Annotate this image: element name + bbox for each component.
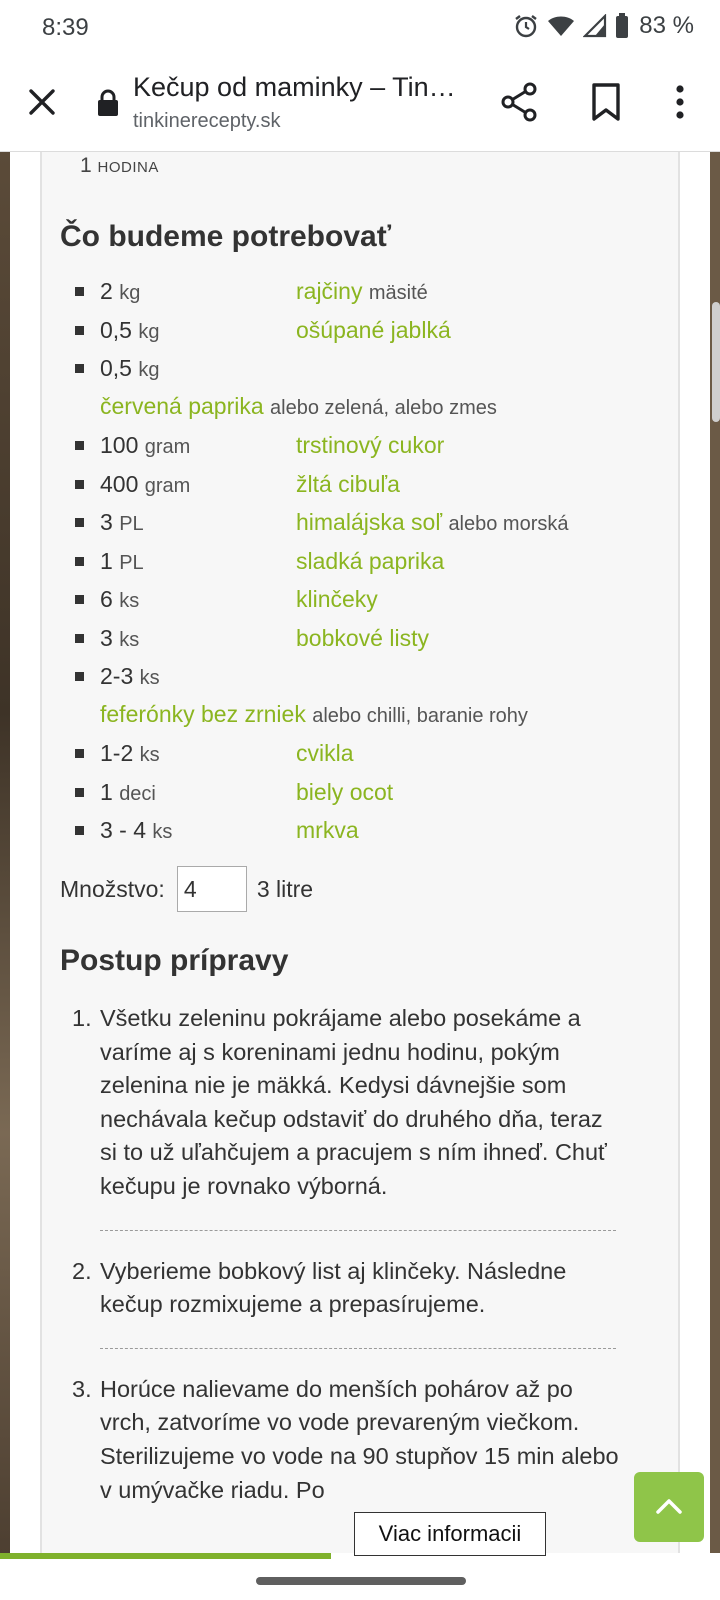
battery-percent: 83 %: [639, 12, 694, 39]
web-content[interactable]: [0, 152, 720, 1554]
steps-heading: Postup prípravy: [60, 944, 289, 977]
ingredient-item: [60, 274, 660, 313]
chevron-up-icon: [634, 1472, 704, 1542]
recipe-card: [40, 152, 680, 1554]
ingredient-link[interactable]: rajčiny: [296, 278, 363, 304]
ingredient-item: [60, 428, 660, 467]
ingredient-unit: ks: [139, 744, 160, 766]
bullet: [75, 326, 84, 335]
wifi-icon: [547, 14, 575, 38]
step-number: 3.: [72, 1375, 92, 1402]
step-divider: [100, 1230, 616, 1231]
step-number: 1.: [72, 1005, 92, 1031]
ingredient-amount-value: 1-2: [100, 740, 134, 766]
ingredient-unit: kg: [119, 282, 141, 304]
ingredient-amount: [100, 779, 156, 806]
ingredient-amount-value: 100: [100, 432, 139, 458]
step-divider: [100, 1348, 616, 1349]
ingredient-amount-value: 400: [100, 470, 139, 497]
ingredient-note: alebo morská: [448, 513, 569, 535]
ingredient-name: [296, 471, 400, 498]
ingredient-note: mäsité: [368, 282, 428, 304]
ingredient-name: [296, 586, 378, 613]
ingredient-amount: [100, 317, 160, 344]
bullet: [75, 826, 84, 835]
ingredient-amount-value: 1: [100, 778, 113, 805]
status-time: 8:39: [42, 14, 89, 41]
ingredient-link[interactable]: červená paprika: [100, 393, 264, 419]
alarm-icon: [513, 13, 539, 39]
ingredient-name: [296, 317, 451, 344]
ingredient-amount: [100, 663, 160, 690]
ingredients-heading: Čo budeme potrebovať: [60, 220, 392, 253]
scrollbar[interactable]: [712, 302, 720, 422]
status-icons: [513, 12, 694, 40]
page-title[interactable]: Kečup od maminky – Tin…: [133, 72, 456, 102]
ingredient-amount-value: 2: [100, 278, 113, 304]
ingredient-name: [296, 817, 359, 844]
browser-toolbar: [0, 56, 720, 152]
lock-icon: [96, 88, 120, 118]
ingredient-item: [60, 313, 660, 352]
ingredient-note: alebo zelená, alebo zmes: [270, 397, 497, 419]
ingredient-amount: [100, 740, 160, 767]
ingredient-unit: deci: [119, 782, 156, 805]
scroll-to-top-button[interactable]: [634, 1472, 704, 1542]
ingredient-link[interactable]: mrkva: [296, 817, 359, 843]
step-text: Všetku zeleninu pokrájame alebo posekáme a varíme aj s koreninami jednu hodinu, pokým zelenina nie je mäkká. Kedysi dávnejšie som nechávala kečup odstaviť do druhého dňa, teraz si to už uľahčujem a pracujem s ním ihneď. Chuť kečupu je rovnako výborná.: [100, 1005, 607, 1199]
share-icon[interactable]: [497, 80, 541, 124]
step-item: [60, 1002, 620, 1204]
ingredient-link[interactable]: bobkové listy: [296, 624, 429, 651]
ingredient-amount: [100, 586, 139, 613]
ingredient-name: [296, 625, 429, 652]
step-text: Horúce nalievame do menších pohárov až po vrch, zatvoríme vo vode prevareným viečkom. Sterilizujeme vo vode na 90 stupňov 15 min alebo v umývačke riadu. Po: [100, 1375, 619, 1503]
ingredient-name: [296, 432, 444, 459]
ingredient-amount-value: 6: [100, 586, 113, 612]
more-info-button[interactable]: Viac informacii: [354, 1512, 546, 1556]
step-text: Vyberieme bobkový list aj klinčeky. Následne kečup rozmixujeme a prepasírujeme.: [100, 1257, 567, 1318]
ingredient-item: [60, 775, 660, 814]
ingredient-unit: gram: [144, 436, 191, 458]
bullet: [75, 287, 84, 296]
ingredient-item: [60, 736, 660, 775]
ingredient-note: alebo chilli, baranie rohy: [312, 705, 528, 727]
bullet: [75, 634, 84, 643]
ingredient-unit: kg: [138, 320, 160, 343]
home-gesture-pill[interactable]: [256, 1577, 466, 1585]
ingredient-name: [100, 701, 528, 728]
bullet: [75, 557, 84, 566]
ingredient-link[interactable]: feferónky bez zrniek: [100, 701, 306, 727]
ingredient-amount: [100, 471, 190, 498]
ingredient-name: [100, 393, 497, 420]
ingredient-name: [296, 740, 354, 767]
prep-time-value: 1: [80, 154, 92, 177]
bookmark-icon[interactable]: [584, 80, 628, 124]
close-icon[interactable]: [22, 82, 62, 122]
prep-time-unit: HODINA: [97, 159, 159, 176]
bullet: [75, 518, 84, 527]
ingredient-amount: [100, 355, 160, 382]
bullet: [75, 749, 84, 758]
steps-list: [60, 1002, 620, 1507]
ingredient-amount-value: 3: [100, 624, 113, 651]
ingredient-name: [296, 779, 393, 806]
ingredient-amount-value: 1: [100, 547, 113, 574]
ingredient-amount: [100, 548, 144, 575]
ingredient-item: [60, 582, 660, 621]
ingredient-name: [296, 548, 444, 575]
bullet: [75, 788, 84, 797]
ingredient-amount-value: 0,5: [100, 316, 132, 343]
quantity-unit: 3 litre: [256, 875, 314, 902]
ingredients-list: [60, 274, 660, 852]
ingredient-name: [296, 509, 569, 536]
ingredient-amount-value: 3 - 4: [100, 817, 147, 843]
page-container: [10, 152, 710, 1554]
ingredient-unit: PL: [119, 513, 144, 535]
ingredient-amount-value: 2-3: [100, 663, 134, 689]
ingredient-amount: [100, 509, 144, 536]
ingredient-link[interactable]: trstinový cukor: [296, 432, 445, 458]
ingredient-unit: ks: [119, 628, 140, 651]
ingredient-link[interactable]: sladká paprika: [296, 547, 445, 574]
signal-icon: [583, 14, 607, 38]
ingredient-link[interactable]: biely ocot: [296, 778, 394, 805]
ingredient-item: [60, 467, 660, 506]
background-image: [0, 152, 10, 1554]
ingredient-item: [60, 659, 660, 736]
ingredient-link[interactable]: cvikla: [296, 740, 354, 766]
ingredient-unit: PL: [119, 551, 144, 574]
ingredient-item: [60, 621, 660, 660]
quantity-row: [60, 866, 313, 912]
battery-icon: [615, 13, 629, 39]
page-url[interactable]: tinkinerecepty.sk: [133, 110, 281, 132]
bullet: [75, 595, 84, 604]
ingredient-unit: kg: [138, 359, 160, 381]
ingredient-item: [60, 544, 660, 583]
ingredient-item: [60, 351, 660, 428]
quantity-label: Množstvo:: [60, 875, 165, 902]
bullet: [75, 441, 84, 450]
ingredient-unit: ks: [152, 821, 173, 843]
ingredient-amount: [100, 432, 190, 459]
ingredient-link[interactable]: ošúpané jablká: [296, 316, 451, 343]
bullet: [75, 480, 84, 489]
ingredient-item: [60, 813, 660, 852]
quantity-input[interactable]: [177, 866, 247, 912]
ingredient-amount: [100, 817, 172, 844]
ingredient-unit: gram: [144, 474, 191, 497]
more-menu-icon[interactable]: [660, 80, 700, 124]
bullet: [75, 672, 84, 681]
ingredient-unit: ks: [139, 667, 160, 689]
ingredient-link[interactable]: žltá cibuľa: [296, 470, 400, 497]
ingredient-link[interactable]: himalájska soľ: [296, 509, 443, 535]
ingredient-name: [296, 278, 428, 305]
system-nav-bar: [0, 1559, 720, 1600]
ingredient-item: [60, 505, 660, 544]
ingredient-unit: ks: [119, 590, 140, 612]
bullet: [75, 364, 84, 373]
status-bar: [0, 0, 720, 56]
ingredient-amount-value: 3: [100, 509, 113, 535]
prep-time: [80, 154, 159, 178]
ingredient-link[interactable]: klinčeky: [296, 586, 378, 612]
step-item: [60, 1373, 620, 1507]
ingredient-amount: [100, 625, 139, 652]
ingredient-amount-value: 0,5: [100, 355, 132, 381]
ingredient-amount: [100, 278, 140, 305]
step-number: 2.: [72, 1257, 92, 1284]
step-item: [60, 1255, 620, 1322]
